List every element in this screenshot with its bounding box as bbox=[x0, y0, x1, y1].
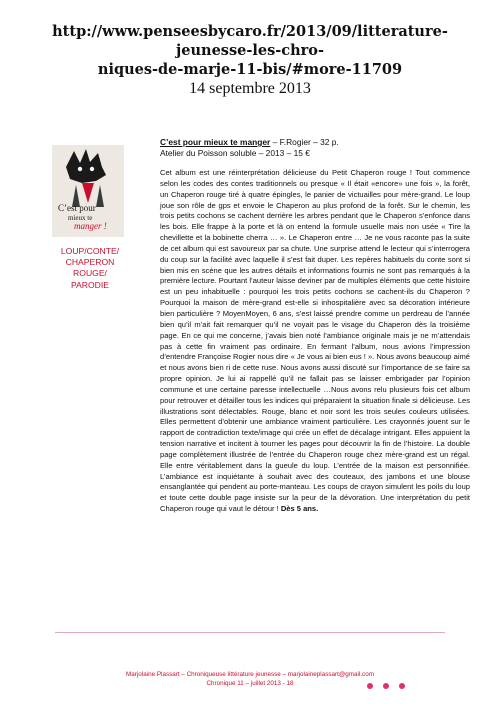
cover-title-1: C’est pour bbox=[58, 203, 96, 213]
tag-1: LOUP/CONTE/ bbox=[60, 246, 120, 256]
dot-icon bbox=[399, 683, 405, 689]
footer-author: Marjolaine Plassart – Chroniqueuse littérature jeunesse – marjolaineplassart@gmail.com bbox=[126, 671, 374, 678]
book-tags bbox=[50, 246, 130, 291]
cover-title-2: mieux te bbox=[68, 214, 93, 222]
book-title-line bbox=[160, 137, 470, 148]
book-author-pages: – F.Rogier – 32 p. bbox=[270, 137, 339, 147]
tag-3: PARODIE bbox=[70, 279, 110, 290]
publication-date: 14 septembre 2013 bbox=[189, 80, 311, 97]
review-text bbox=[160, 168, 470, 515]
review-body: Cet album est une réinterprétation délicieuse du Petit Chaperon rouge ! Tout commence selon les codes des contes traditionnels ou presque « Il était «encore» une fois », la forêt, un Chaperon rouge tiré à quatre épingles, le panier de victuailles pour mère-grand. Le loup joue son rôle de gps et envoie le Chaperon au plus profond de la forêt. Sur le chemin, les trois petits cochons se cachent derrière les arbres pendant que le Chaperon s’enfonce dans les bois. Elle frappe à la porte et là on entend la formule usuelle mais non usée « Tire la chevillette et la bobinette cherra … ». Le Chaperon entre … Je ne vous raconte pas la suite de cet album qui est savoureux par sa chute. Une surprise attend le lecteur qui s’interrogera du coup sur la facilité avec laquelle il s’est fait duper. Les repères habituels du conte sont si bien mis en scène que les autres détails et informations fournis ne sont pas remarqués à la première lecture. Pourtant l’auteur laisse deviner par de multiples éléments que cette histoire est un peu inhabituelle : pourquoi les trois petits cochons se cachent-ils du Chaperon ? Pourquoi la maison de mère-grand est-elle si inhospitalière avec sa décoration intérieure bien particulière ? MoyenMoyen, 6 ans, s’est laissé prendre comme un perdreau de l’année bien qu’il m’ait fait remarquer qu’il ne voyait pas le visage du Chaperon dès la troisième page. En ce qui me concerne, j’avais bien noté l’ambiance originale mais je ne m’attendais pas à cette fin vraiment pas ordinaire. En fermant l’album, nous avions l’impression d’entendre Françoise Rogier nous dire « Je vous ai bien eus ! ». Nous avons beaucoup aimé et nous avons bien ri de cette ruse. Nous avons aussi discuté sur l’importance de se faire sa propre opinion. Je lui ai rappellé qu’il ne fallait pas se laisser embrigader par l’opinion commune et une certaine paresse intellectuelle …Nous avons relu plusieurs fois cet album pour retrouver et détailler tous les indices qui préparaient la situation finale si délicieuse. Les illustrations sont délectables. Rouge, blanc et noir sont les trois seules couleurs utilisées. Elles permettent d’obtenir une ambiance vraiment particulière. Les crayonnés jouent sur le rapport de contradiction texte/image qui crée un effet de décalage intrigant. Elles appuient la tension narrative et incitent à tourner les pages pour découvrir la fin de l’histoire. La double page complètement illustrée de l’entrée du Chaperon rouge chez mère-grand est un régal. Elle entre véritablement dans la gueule du loup. L’entrée de la maison est personnifiée. L’ambiance est inquiétante à souhait avec des couteaux, des jambons et une blouse ensanglantée qui pendent au porte-manteau. Les coups de crayon simulent les poils du loup et toute cette double page insiste sur la peur de la dévoration. Une interprétation du petit Chaperon rouge qui vaut le détour ! bbox=[160, 168, 471, 514]
cover-title-3: manger ! bbox=[74, 221, 107, 231]
tag-2: CHAPERON ROUGE/ bbox=[65, 257, 115, 279]
footer-chronicle: Chronique 11 – juillet 2013 - 18 bbox=[206, 680, 294, 687]
dot-icon bbox=[367, 683, 373, 689]
dot-icon bbox=[383, 683, 389, 689]
book-cover bbox=[52, 145, 124, 237]
book-publisher: Atelier du Poisson soluble – 2013 – 15 € bbox=[160, 147, 310, 158]
source-url-line-1: http://www.penseesbycaro.fr/2013/09/litterature-jeunesse-les-chro- bbox=[52, 23, 448, 59]
decorative-dots bbox=[367, 683, 407, 693]
book-cover-illustration bbox=[52, 145, 124, 237]
book-title: C’est pour mieux te manger bbox=[160, 137, 271, 147]
footer-divider bbox=[55, 632, 445, 633]
review-age: Dès 5 ans. bbox=[280, 504, 319, 514]
book-info bbox=[160, 137, 470, 158]
source-url-line-2: niques-de-marje-11-bis/#more-11709 bbox=[97, 61, 403, 78]
source-url[interactable] bbox=[20, 22, 480, 79]
